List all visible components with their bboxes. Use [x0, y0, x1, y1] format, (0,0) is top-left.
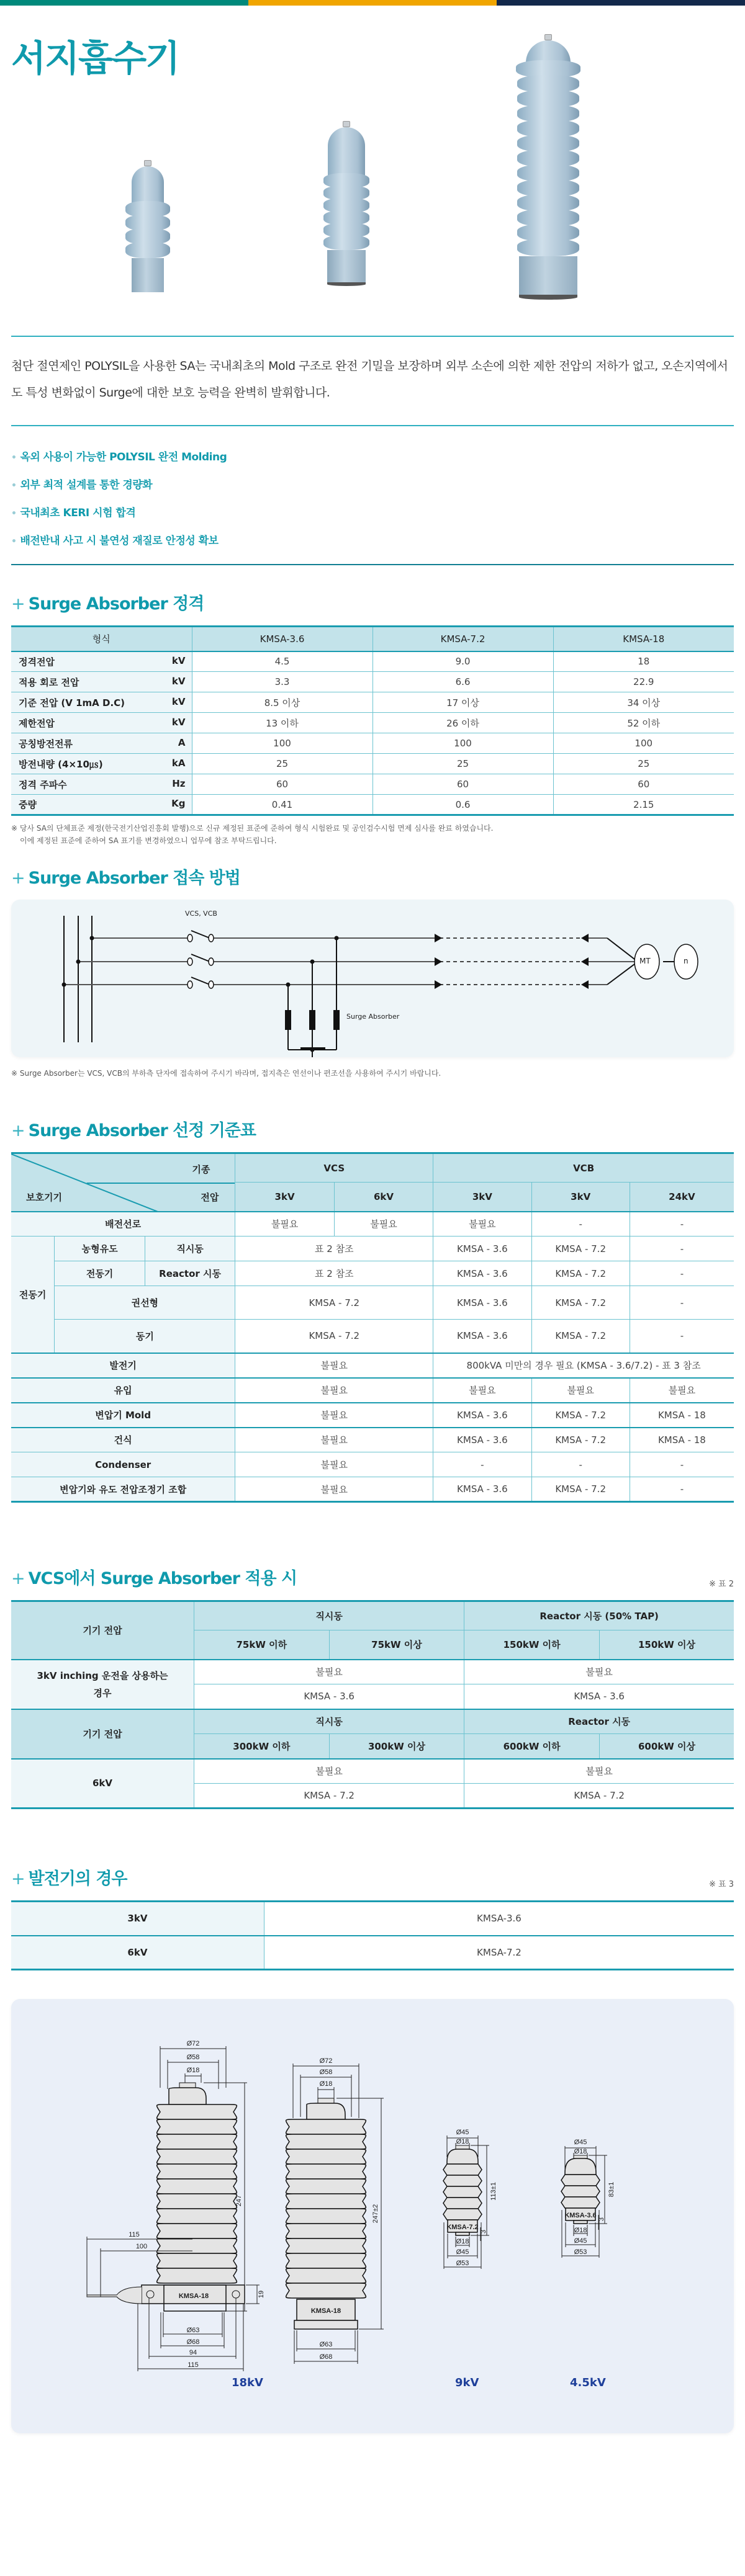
svg-text:Ø18: Ø18 [574, 2148, 587, 2155]
column-header: KMSA-3.6 [192, 627, 372, 651]
group-header: Reactor 시동 [464, 1709, 734, 1734]
svg-text:Ø58: Ø58 [186, 2054, 200, 2061]
row-label: 3kV [11, 1902, 264, 1936]
cell: 불필요 [235, 1378, 433, 1403]
row-label: Condenser [11, 1452, 235, 1477]
svg-text:3: 3 [480, 2229, 487, 2234]
row-group-label: 전동기 [11, 1237, 55, 1353]
row-label: 3kV inching 운전을 상용하는 경우 [11, 1660, 194, 1709]
vcs-application-table [11, 1600, 734, 1809]
table-header-row [11, 1709, 734, 1734]
svg-text:Ø58: Ø58 [319, 2068, 333, 2076]
svg-text:Ø45: Ø45 [574, 2237, 587, 2245]
svg-text:Ø45: Ø45 [574, 2139, 587, 2146]
table-row [11, 1759, 734, 1784]
cell: 불필요 [235, 1353, 433, 1378]
top-bar-green [0, 0, 248, 6]
table-row [11, 1452, 734, 1477]
cell: - [630, 1477, 734, 1502]
cell: 25 [192, 754, 372, 774]
section-title: VCS에서 Surge Absorber 적용 시 [28, 1569, 297, 1588]
cell: KMSA - 18 [630, 1403, 734, 1428]
connection-footnote: ※ Surge Absorber는 VCS, VCB의 부하측 단자에 접속하여 주시기 바라며, 접지측은 연선이나 편조선을 사용하여 주시기 바랍니다. [11, 1069, 441, 1078]
cell: - [630, 1286, 734, 1320]
cell: 불필요 [194, 1660, 464, 1684]
plus-icon: + [11, 594, 25, 614]
table-row [11, 672, 734, 692]
table-row [11, 1403, 734, 1428]
cell: KMSA - 7.2 [531, 1237, 630, 1261]
wiring-schematic [11, 900, 734, 1057]
cell: KMSA - 3.6 [433, 1428, 531, 1452]
row-label: 제한전압 kV [11, 713, 192, 733]
cell: 13 이하 [192, 713, 372, 733]
svg-text:KMSA-7.2: KMSA-7.2 [446, 2224, 479, 2231]
cell: KMSA - 7.2 [531, 1428, 630, 1452]
corner-header [11, 1153, 235, 1212]
svg-text:100: 100 [135, 2243, 148, 2250]
corner-label-type: 기종 [192, 1164, 210, 1175]
plus-icon: + [11, 1121, 25, 1140]
table-row [11, 1261, 734, 1286]
ground-icon [300, 1047, 325, 1049]
cell: 17 이상 [372, 692, 553, 713]
table-header-row [11, 1153, 734, 1183]
row-label: 변압기와 유도 전압조정기 조합 [11, 1477, 235, 1502]
svg-text:Ø45: Ø45 [456, 2248, 469, 2256]
row-label: 직시동 [145, 1237, 235, 1261]
cell: KMSA - 3.6 [433, 1237, 531, 1261]
row-label: 공칭방전전류 A [11, 733, 192, 754]
cell: 불필요 [433, 1212, 531, 1237]
voltage-header: 24kV [630, 1183, 734, 1212]
cell: KMSA - 7.2 [464, 1784, 734, 1809]
table-row [11, 1378, 734, 1403]
table-header-row [11, 1601, 734, 1630]
group-header-vcs: VCS [235, 1153, 433, 1183]
group-header: 직시동 [194, 1601, 464, 1630]
column-header: 75kW 이하 [194, 1630, 329, 1660]
group-header: Reactor 시동 (50% TAP) [464, 1601, 734, 1630]
section-title: Surge Absorber 정격 [28, 594, 204, 614]
svg-text:Ø68: Ø68 [186, 2338, 200, 2346]
column-header: 150kW 이하 [464, 1630, 600, 1660]
cell: 불필요 [194, 1759, 464, 1784]
row-label: 6kV [11, 1759, 194, 1809]
generator-table [11, 1900, 734, 1970]
cell: KMSA - 3.6 [433, 1261, 531, 1286]
column-header: KMSA-7.2 [372, 627, 553, 651]
divider [11, 564, 734, 565]
svg-text:83±1: 83±1 [608, 2181, 615, 2198]
cell: KMSA-3.6 [264, 1902, 734, 1936]
table-row [11, 1237, 734, 1261]
connection-diagram [11, 900, 734, 1057]
row-label: 권선형 [55, 1286, 235, 1320]
cell: 불필요 [433, 1378, 531, 1403]
product-photo [11, 81, 734, 336]
cell: 60 [553, 774, 734, 795]
cell: 18 [553, 651, 734, 672]
drawing-kmsa-18-bracket [87, 2040, 265, 2371]
group-header-vcb: VCB [433, 1153, 734, 1183]
selection-table [11, 1152, 734, 1503]
cell: KMSA - 3.6 [433, 1286, 531, 1320]
caption-4-5kv: 4.5kV [570, 2376, 606, 2389]
cell: KMSA - 3.6 [194, 1684, 464, 1709]
drawing-kmsa-3-6 [561, 2139, 615, 2258]
cell: 8.5 이상 [192, 692, 372, 713]
column-header: 기기 전압 [11, 1709, 194, 1759]
corner-label-voltage: 전압 [201, 1191, 219, 1203]
cell: - [531, 1452, 630, 1477]
cell: 6.6 [372, 672, 553, 692]
ratings-table [11, 625, 734, 816]
table-row [11, 1353, 734, 1378]
cell: 불필요 [531, 1378, 630, 1403]
drawing-kmsa-7-2 [443, 2129, 497, 2269]
row-label: 방전내량 (4×10㎲) kA [11, 754, 192, 774]
cell: 100 [553, 733, 734, 754]
row-label: 적용 회로 전압 kV [11, 672, 192, 692]
cell: 60 [192, 774, 372, 795]
table-row [11, 774, 734, 795]
intro-text: 첨단 절연제인 POLYSIL을 사용한 SA는 국내최초의 Mold 구조로 완전 기밀을 보장하며 외부 소손에 의한 제한 전압의 저하가 없고, 오손지역에서도 특성 변화없이 Surge에 대한 보호 능력을 완벽히 발휘합니다. [11, 359, 728, 400]
column-header: 600kW 이상 [599, 1734, 734, 1759]
table-row [11, 651, 734, 672]
table-row [11, 1286, 734, 1320]
table-row [11, 795, 734, 815]
cell: 9.0 [372, 651, 553, 672]
caption-18kv: 18kV [232, 2376, 263, 2389]
svg-text:Ø18: Ø18 [456, 2138, 469, 2145]
svg-text:3: 3 [598, 2217, 605, 2222]
svg-text:Ø18: Ø18 [319, 2080, 333, 2088]
cell: - [630, 1212, 734, 1237]
page-title: 서지흡수기 [11, 37, 179, 79]
product-image-kmsa-18 [514, 34, 582, 300]
row-label: 변압기 Mold [11, 1403, 235, 1428]
load-label: n [684, 957, 689, 965]
row-label: 유입 [11, 1378, 235, 1403]
top-bar-orange [248, 0, 497, 6]
ratings-footnote: ※ 당사 SA의 단체표준 제정(한국전기산업진흥회 발행)으로 신규 제정된 표준에 준하여 형식 시험완료 및 공인검수시험 면제 심사를 완료 하였습니다. 이에 제정된 표준에 준하여 SA 표기를 변경하였으니 업무에 참조 부탁드립니다. [11, 824, 494, 845]
svg-text:Ø72: Ø72 [319, 2057, 333, 2065]
row-label: 중량 Kg [11, 795, 192, 815]
svg-text:Ø18: Ø18 [186, 2067, 200, 2074]
cell: KMSA - 7.2 [235, 1320, 433, 1353]
cell: - [433, 1452, 531, 1477]
cell: 52 이하 [553, 713, 734, 733]
cell: 불필요 [235, 1452, 433, 1477]
voltage-header: 6kV [334, 1183, 433, 1212]
cell: - [531, 1212, 630, 1237]
cell: KMSA - 7.2 [531, 1320, 630, 1353]
corner-label-device: 보호기기 [26, 1191, 62, 1203]
svg-text:113±1: 113±1 [490, 2182, 497, 2201]
svg-text:Ø68: Ø68 [319, 2353, 333, 2361]
voltage-header: 3kV [531, 1183, 630, 1212]
cell: KMSA - 3.6 [464, 1684, 734, 1709]
cell: 34 이상 [553, 692, 734, 713]
cell: 60 [372, 774, 553, 795]
svg-text:Ø72: Ø72 [186, 2040, 200, 2047]
cell: KMSA - 7.2 [531, 1261, 630, 1286]
table-row [11, 692, 734, 713]
row-label: 정격 주파수 Hz [11, 774, 192, 795]
cell: 26 이하 [372, 713, 553, 733]
cell: 표 2 참조 [235, 1237, 433, 1261]
table-row [11, 713, 734, 733]
cell: KMSA - 7.2 [531, 1286, 630, 1320]
cell: - [630, 1237, 734, 1261]
cell: 불필요 [235, 1428, 433, 1452]
svg-text:115: 115 [187, 2361, 199, 2369]
row-label: 발전기 [11, 1353, 235, 1378]
cell: KMSA - 7.2 [194, 1784, 464, 1809]
cell: - [630, 1261, 734, 1286]
plus-icon: + [11, 1569, 25, 1588]
feature-item: • 옥외 사용이 가능한 POLYSIL 완전 Molding [11, 444, 734, 472]
svg-text:Ø45: Ø45 [456, 2129, 469, 2136]
product-image-kmsa-3-6 [123, 160, 173, 292]
plus-icon: + [11, 869, 25, 888]
cell: - [630, 1320, 734, 1353]
svg-text:Ø53: Ø53 [574, 2248, 587, 2256]
svg-text:Ø63: Ø63 [186, 2327, 200, 2334]
switch-label: VCS, VCB [185, 910, 217, 918]
row-label: 6kV [11, 1936, 264, 1970]
cell: 3.3 [192, 672, 372, 692]
section-title: Surge Absorber 선정 기준표 [28, 1121, 256, 1140]
svg-text:115: 115 [129, 2231, 140, 2238]
row-label: 정격전압 kV [11, 651, 192, 672]
cell: 800kVA 미만의 경우 필요 (KMSA - 3.6/7.2) - 표 3 참조 [433, 1353, 734, 1378]
column-header: 300kW 이하 [194, 1734, 329, 1759]
cell: KMSA - 3.6 [433, 1320, 531, 1353]
cell: 0.6 [372, 795, 553, 815]
group-header: 직시동 [194, 1709, 464, 1734]
table-row [11, 1902, 734, 1936]
row-label: 기준 전압 (V 1mA D.C) kV [11, 692, 192, 713]
cell: KMSA-7.2 [264, 1936, 734, 1970]
cell: 불필요 [334, 1212, 433, 1237]
cell: KMSA - 7.2 [235, 1286, 433, 1320]
table-reference-note: ※ 표 2 [709, 1580, 734, 1589]
svg-text:247: 247 [235, 2194, 243, 2207]
voltage-header: 3kV [433, 1183, 531, 1212]
cell: 4.5 [192, 651, 372, 672]
voltage-header: 3kV [235, 1183, 334, 1212]
top-color-bar [0, 0, 745, 6]
section-heading-selection [11, 1117, 734, 1141]
cell: 불필요 [464, 1759, 734, 1784]
svg-text:KMSA-3.6: KMSA-3.6 [564, 2212, 597, 2219]
cell: 불필요 [235, 1403, 433, 1428]
column-header: KMSA-18 [553, 627, 734, 651]
feature-item: • 배전반내 사고 시 불연성 재질로 안정성 확보 [11, 527, 734, 555]
column-header: 75kW 이상 [329, 1630, 464, 1660]
column-header: 기기 전압 [11, 1601, 194, 1660]
cell: 22.9 [553, 672, 734, 692]
caption-9kv: 9kV [455, 2376, 479, 2389]
table-header-row [11, 627, 734, 651]
cell: 25 [372, 754, 553, 774]
svg-text:KMSA-18: KMSA-18 [310, 2307, 341, 2315]
table-row [11, 1477, 734, 1502]
cell: KMSA - 7.2 [531, 1477, 630, 1502]
row-label: 동기 [55, 1320, 235, 1353]
column-header: 형식 [11, 627, 192, 651]
feature-item: • 외부 최적 설계를 통한 경량화 [11, 472, 734, 499]
section-heading-vcs [11, 1565, 734, 1589]
product-image-kmsa-7-2 [322, 121, 371, 286]
motor-label: MT [639, 957, 651, 965]
table-row [11, 1936, 734, 1970]
column-header: 150kW 이상 [599, 1630, 734, 1660]
table-row [11, 1660, 734, 1684]
section-heading-connection [11, 864, 734, 888]
section-heading-ratings [11, 590, 734, 614]
table-reference-note: ※ 표 3 [709, 1880, 734, 1889]
svg-text:Ø63: Ø63 [319, 2341, 333, 2348]
cell: 불필요 [235, 1212, 334, 1237]
svg-text:19: 19 [258, 2290, 265, 2299]
cell: 불필요 [630, 1378, 734, 1403]
row-sublabel: 전동기 [55, 1261, 145, 1286]
drawing-kmsa-18-plain [286, 2057, 384, 2364]
surge-absorber-label: Surge Absorber [346, 1013, 400, 1021]
feature-item: • 국내최초 KERI 시험 합격 [11, 499, 734, 527]
cell: KMSA - 7.2 [531, 1403, 630, 1428]
cell: KMSA - 3.6 [433, 1403, 531, 1428]
row-label: 건식 [11, 1428, 235, 1452]
cell: 불필요 [464, 1660, 734, 1684]
svg-text:94: 94 [189, 2349, 197, 2356]
feature-list [11, 426, 734, 564]
cell: 불필요 [235, 1477, 433, 1502]
column-header: 300kW 이상 [329, 1734, 464, 1759]
table-row [11, 733, 734, 754]
svg-text:Ø18: Ø18 [456, 2238, 469, 2245]
cell: 25 [553, 754, 734, 774]
section-title: 발전기의 경우 [28, 1869, 127, 1889]
plus-icon: + [11, 1869, 25, 1889]
cell: 2.15 [553, 795, 734, 815]
svg-text:Ø53: Ø53 [456, 2260, 469, 2267]
table-row [11, 1212, 734, 1237]
table-row [11, 754, 734, 774]
cell: 표 2 참조 [235, 1261, 433, 1286]
cell: 100 [192, 733, 372, 754]
svg-text:247±2: 247±2 [372, 2204, 379, 2224]
row-label: Reactor 시동 [145, 1261, 235, 1286]
table-row [11, 1428, 734, 1452]
dimension-drawings [11, 1999, 734, 2433]
column-header: 600kW 이하 [464, 1734, 600, 1759]
row-sublabel: 농형유도 [55, 1237, 145, 1261]
cell: 100 [372, 733, 553, 754]
cell: KMSA - 3.6 [433, 1477, 531, 1502]
cell: 0.41 [192, 795, 372, 815]
table-row [11, 1320, 734, 1353]
top-bar-navy [497, 0, 745, 6]
outline-drawings [11, 1999, 734, 2433]
svg-text:KMSA-18: KMSA-18 [178, 2292, 209, 2300]
cell: - [630, 1452, 734, 1477]
svg-text:Ø18: Ø18 [574, 2227, 587, 2234]
section-heading-generator [11, 1865, 734, 1889]
section-title: Surge Absorber 접속 방법 [28, 869, 240, 888]
cell: KMSA - 18 [630, 1428, 734, 1452]
row-label: 배전선로 [11, 1212, 235, 1237]
